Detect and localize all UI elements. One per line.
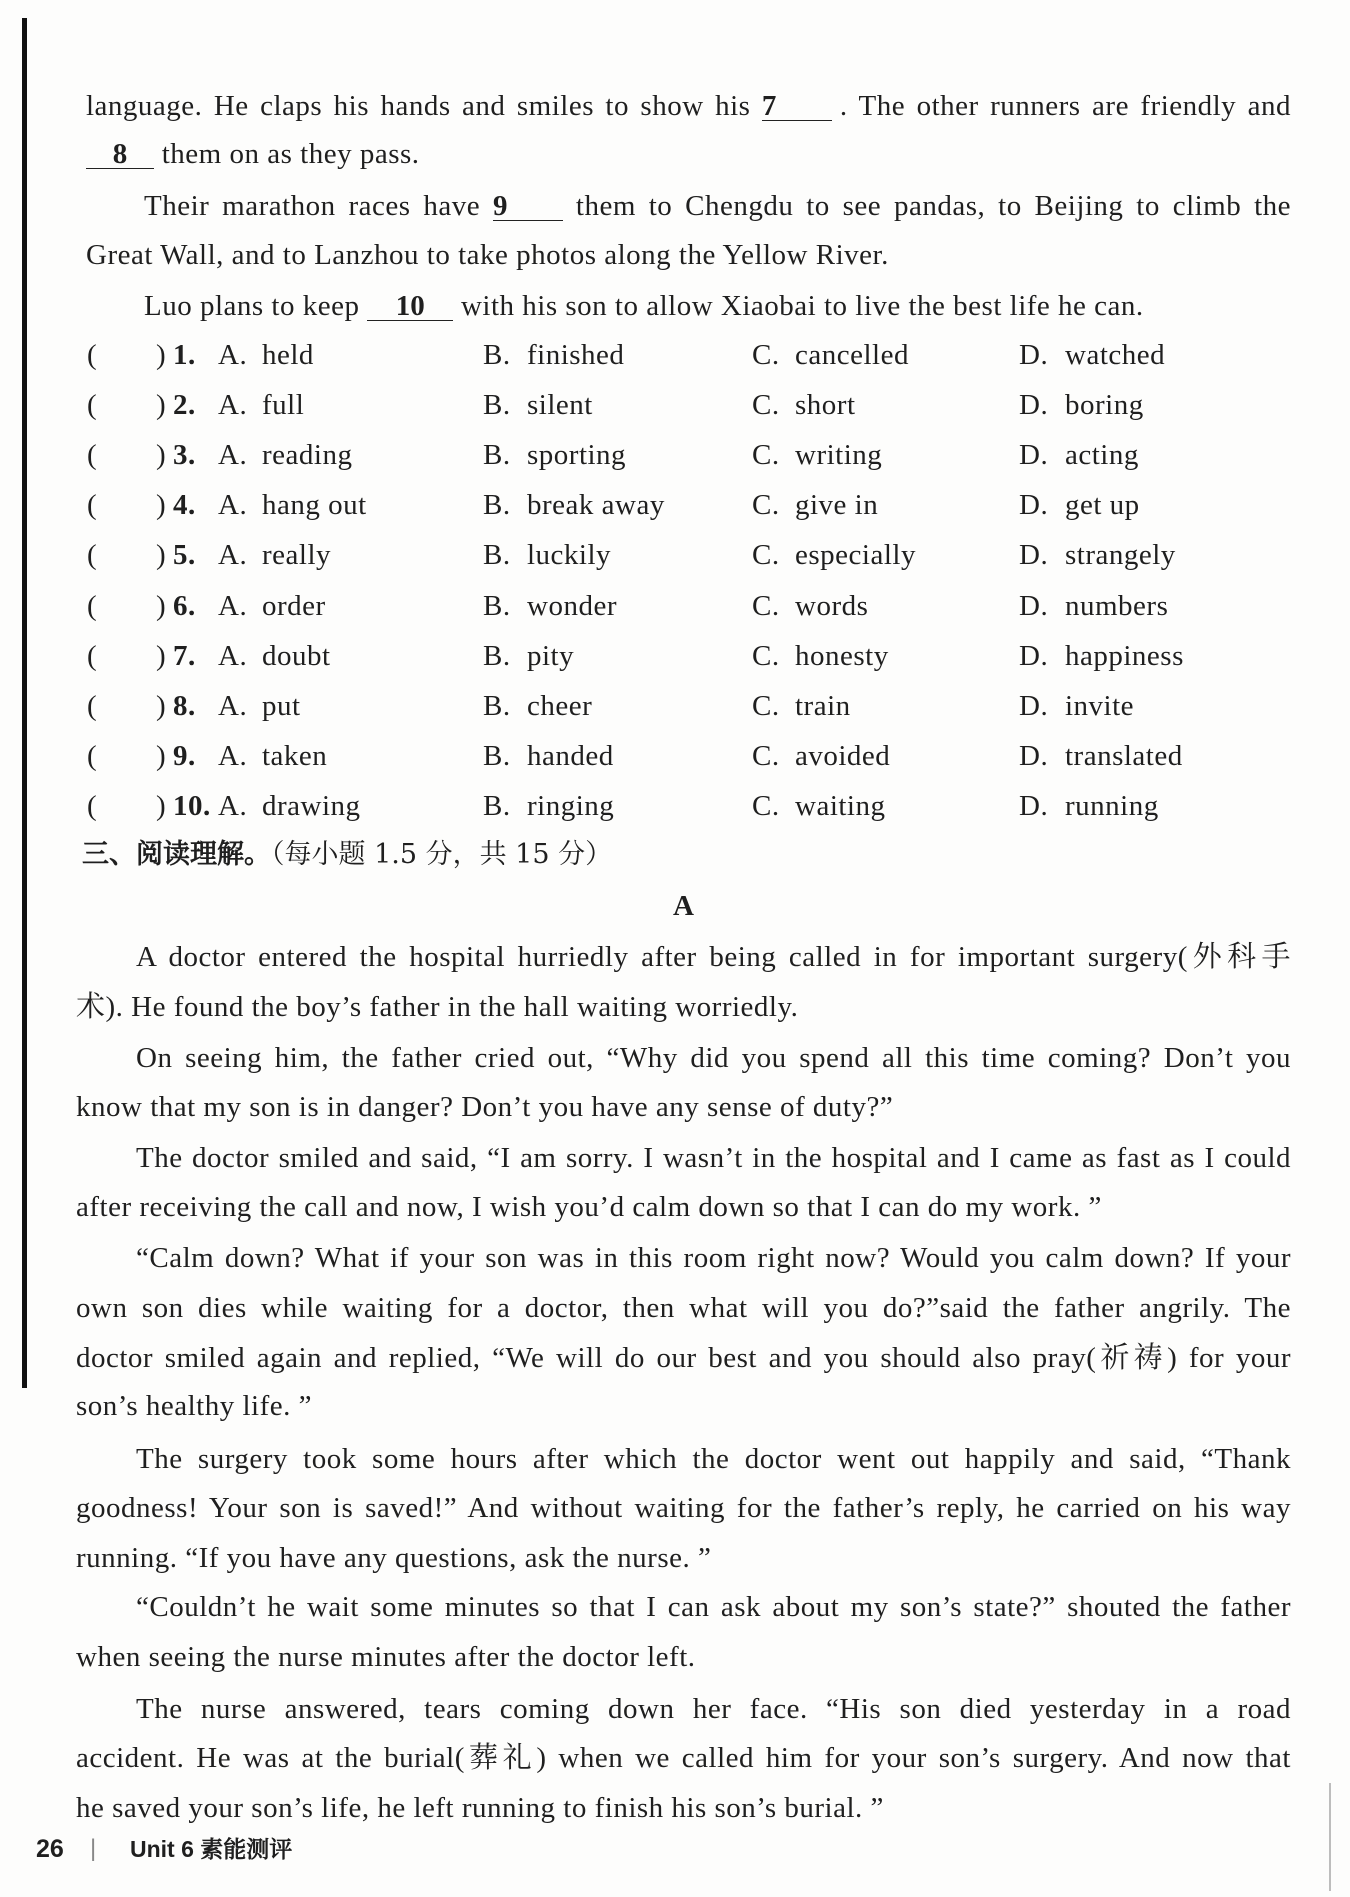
cloze-text: . The other runners are friendly and [839,90,1291,122]
answer-blank-10: 10 [367,292,453,321]
choice-c: train [795,690,851,722]
choice-b: cheer [527,690,593,722]
choice-c: especially [795,539,916,571]
unit-label: Unit 6 素能测评 [130,1836,293,1862]
choice-label-b: B. [483,640,511,672]
choice-label-c: C. [752,740,780,772]
page-number: 26 [36,1835,64,1863]
choice-label-b: B. [483,740,511,772]
cloze-line-1 [86,89,1291,123]
passage-line: know that my son is in danger? Don’t you have any sense of duty?” [76,1091,894,1123]
choice-d: watched [1065,339,1166,371]
choice-d: happiness [1065,640,1184,672]
choice-b: finished [527,339,625,371]
choice-label-c: C. [752,339,780,371]
answer-paren-close: ) [156,590,167,622]
answer-paren-open: ( [87,489,98,521]
choice-c: give in [795,489,879,521]
page-footer [0,1834,1350,1864]
choice-label-d: D. [1019,590,1049,622]
passage-line: On seeing him, the father cried out, “Why did you spend all this time coming? Don’t you [136,1042,1291,1074]
choice-label-a: A. [218,740,248,772]
choice-b: wonder [527,590,617,622]
option-row-10 [0,789,1350,823]
choice-label-b: B. [483,389,511,421]
choice-label-d: D. [1019,790,1049,822]
choice-label-a: A. [218,640,248,672]
passage-line: “Couldn’t he wait some minutes so that I can ask about my son’s state?” shouted the father [136,1591,1291,1623]
cloze-text: Luo plans to keep [144,290,360,322]
choice-d: invite [1065,690,1135,722]
answer-paren-open: ( [87,790,98,822]
passage-line: A doctor entered the hospital hurriedly after being called in for important surgery(外科手 [136,941,1291,973]
question-number: 2. [173,389,196,421]
choice-b: silent [527,389,593,421]
choice-c: avoided [795,740,891,772]
choice-c: words [795,590,869,622]
passage-line: after receiving the call and now, I wish you’d calm down so that I can do my work. ” [76,1191,1102,1223]
choice-d: running [1065,790,1159,822]
cloze-line-3 [144,189,1291,223]
choice-a: reading [262,439,353,471]
question-number: 3. [173,439,196,471]
answer-paren-open: ( [87,740,98,772]
section-heading [82,837,612,872]
choice-label-a: A. [218,339,248,371]
option-row-6 [0,589,1350,623]
cloze-text: language. He claps his hands and smiles to show his [86,90,751,122]
passage-line: when seeing the nurse minutes after the doctor left. [76,1641,696,1673]
choice-label-c: C. [752,539,780,571]
choice-a: order [262,590,326,622]
choice-label-b: B. [483,539,511,571]
choice-label-b: B. [483,790,511,822]
choice-label-d: D. [1019,489,1049,521]
answer-paren-close: ) [156,339,167,371]
answer-blank-9: 9 [493,192,563,221]
section-title: 三、阅读理解。 [82,839,271,870]
question-number: 5. [173,539,196,571]
answer-blank-7: 7 [762,92,832,121]
question-number: 9. [173,740,196,772]
choice-label-a: A. [218,389,248,421]
choice-label-c: C. [752,790,780,822]
choice-a: doubt [262,640,331,672]
choice-c: writing [795,439,883,471]
choice-a: full [262,389,305,421]
passage-line: own son dies while waiting for a doctor, then what will you do?”said the father angrily. The [76,1292,1291,1324]
cloze-text: Their marathon races have [144,190,481,222]
choice-c: cancelled [795,339,909,371]
choice-c: waiting [795,790,886,822]
choice-a: taken [262,740,328,772]
answer-paren-open: ( [87,590,98,622]
option-row-3 [0,438,1350,472]
choice-a: hang out [262,489,367,521]
passage-line: 术). He found the boy’s father in the hall waiting worriedly. [76,991,799,1023]
choice-label-b: B. [483,489,511,521]
answer-paren-close: ) [156,439,167,471]
choice-d: get up [1065,489,1140,521]
passage-line: The surgery took some hours after which the doctor went out happily and said, “Thank [136,1443,1291,1475]
option-row-1 [0,338,1350,372]
question-number: 1. [173,339,196,371]
passage-line: accident. He was at the burial(葬礼) when we called him for your son’s surgery. And now that [76,1742,1291,1774]
choice-b: break away [527,489,665,521]
option-row-7 [0,639,1350,673]
choice-a: really [262,539,332,571]
choice-label-a: A. [218,489,248,521]
passage-line: goodness! Your son is saved!” And without waiting for the father’s reply, he carried on his way [76,1492,1291,1524]
question-number: 6. [173,590,196,622]
choice-label-a: A. [218,690,248,722]
choice-label-a: A. [218,539,248,571]
passage-line: running. “If you have any questions, ask the nurse. ” [76,1542,712,1574]
question-number: 8. [173,690,196,722]
option-row-2 [0,388,1350,422]
choice-label-d: D. [1019,439,1049,471]
answer-paren-close: ) [156,389,167,421]
answer-paren-close: ) [156,640,167,672]
choice-c: honesty [795,640,889,672]
cloze-text: them to Chengdu to see pandas, to Beijing to climb the [575,190,1292,222]
choice-b: pity [527,640,575,672]
answer-paren-open: ( [87,690,98,722]
answer-paren-close: ) [156,690,167,722]
answer-paren-close: ) [156,489,167,521]
choice-label-d: D. [1019,539,1049,571]
option-row-5 [0,538,1350,572]
choice-label-a: A. [218,439,248,471]
choice-a: drawing [262,790,361,822]
answer-paren-close: ) [156,740,167,772]
cloze-line-5 [144,289,1291,323]
choice-label-b: B. [483,339,511,371]
choice-label-b: B. [483,439,511,471]
passage-line: son’s healthy life. ” [76,1390,313,1422]
answer-paren-open: ( [87,539,98,571]
choice-label-b: B. [483,690,511,722]
choice-b: luckily [527,539,612,571]
choice-d: acting [1065,439,1139,471]
choice-label-c: C. [752,439,780,471]
question-number: 4. [173,489,196,521]
question-number: 10. [173,790,211,822]
passage-line: he saved your son’s life, he left running to finish his son’s burial. ” [76,1792,884,1824]
choice-a: held [262,339,314,371]
answer-paren-open: ( [87,640,98,672]
cloze-text: them on as they pass. [161,138,420,170]
choice-d: boring [1065,389,1144,421]
choice-label-d: D. [1019,740,1049,772]
option-row-9 [0,739,1350,773]
choice-label-c: C. [752,690,780,722]
choice-a: put [262,690,301,722]
choice-label-c: C. [752,590,780,622]
cloze-line-2 [86,137,1291,171]
footer-separator: | [90,1835,97,1862]
option-row-8 [0,689,1350,723]
answer-paren-close: ) [156,539,167,571]
choice-b: handed [527,740,614,772]
choice-label-a: A. [218,590,248,622]
passage-title: A [673,890,694,922]
choice-c: short [795,389,856,421]
choice-b: sporting [527,439,627,471]
answer-paren-open: ( [87,439,98,471]
passage-line: The nurse answered, tears coming down her face. “His son died yesterday in a road [136,1693,1291,1725]
choice-d: numbers [1065,590,1169,622]
choice-label-c: C. [752,640,780,672]
choice-label-a: A. [218,790,248,822]
answer-paren-close: ) [156,790,167,822]
cloze-line-4 [86,238,1291,272]
cloze-text: with his son to allow Xiaobai to live the best life he can. [460,290,1144,322]
question-number: 7. [173,640,196,672]
passage-line: doctor smiled again and replied, “We will do our best and you should also pray(祈祷) for your [76,1342,1291,1374]
choice-d: strangely [1065,539,1176,571]
choice-label-d: D. [1019,690,1049,722]
answer-blank-8: 8 [86,140,154,169]
choice-label-b: B. [483,590,511,622]
cloze-text: Great Wall, and to Lanzhou to take photos along the Yellow River. [86,239,889,271]
choice-label-c: C. [752,489,780,521]
option-row-4 [0,488,1350,522]
answer-paren-open: ( [87,339,98,371]
passage-line: The doctor smiled and said, “I am sorry. I wasn’t in the hospital and I came as fast as I could [136,1142,1291,1174]
choice-label-d: D. [1019,339,1049,371]
choice-label-d: D. [1019,389,1049,421]
choice-label-c: C. [752,389,780,421]
answer-paren-open: ( [87,389,98,421]
choice-b: ringing [527,790,615,822]
choice-d: translated [1065,740,1183,772]
choice-label-d: D. [1019,640,1049,672]
passage-line: “Calm down? What if your son was in this room right now? Would you calm down? If your [136,1242,1291,1274]
section-score-note: （每小题 1.5 分，共 15 分） [271,839,613,870]
